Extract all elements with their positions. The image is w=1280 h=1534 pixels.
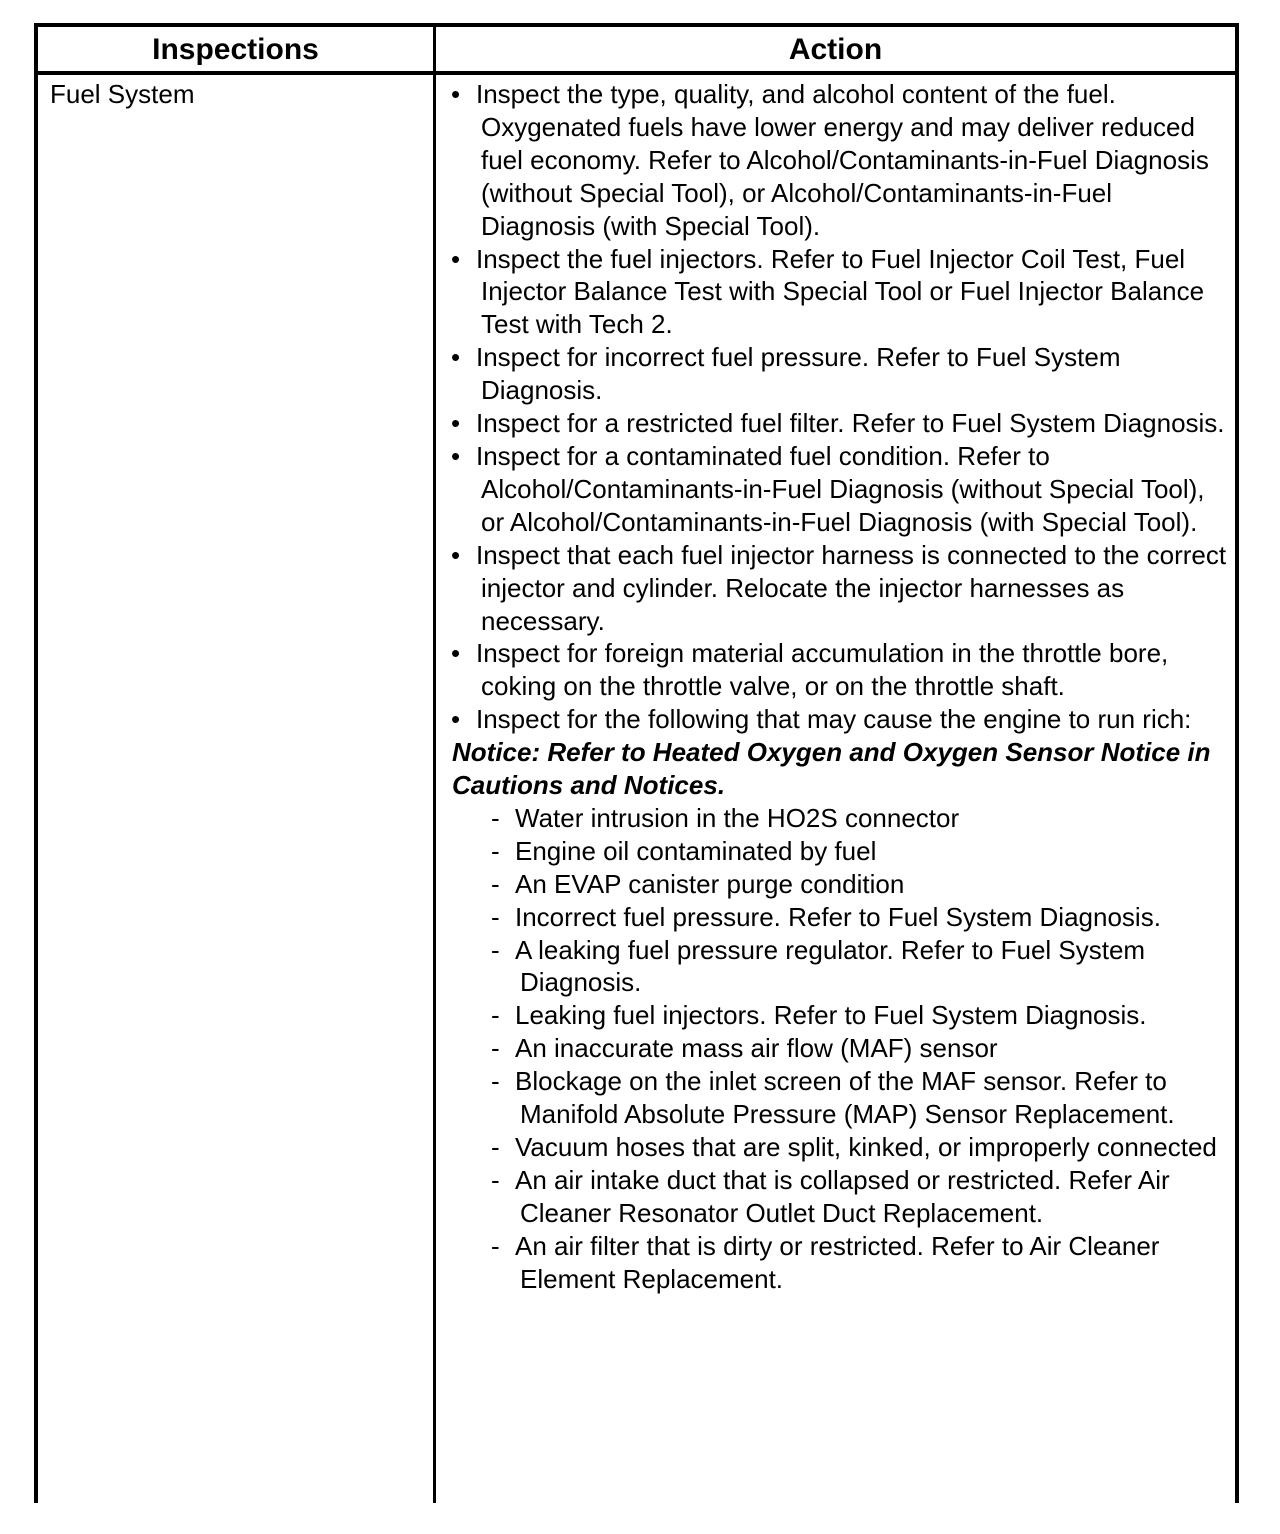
header-action: Action	[788, 33, 883, 66]
action-cell	[452, 78, 1232, 1296]
sub-item: - An air intake duct that is collapsed or restricted. Refer Air Cleaner Resonator Outlet Duct Replacement.	[452, 1164, 1232, 1230]
notice-text: Notice: Refer to Heated Oxygen and Oxygen Sensor Notice in Cautions and Notices.	[452, 737, 1211, 801]
sub-item: - Vacuum hoses that are split, kinked, or improperly connected	[452, 1131, 1232, 1164]
inspection-cell: Fuel System	[50, 79, 195, 109]
inspection-table	[34, 23, 1239, 1503]
table-top-border	[34, 23, 1239, 27]
sub-item: - Incorrect fuel pressure. Refer to Fuel System Diagnosis.	[452, 901, 1232, 934]
column-divider	[433, 23, 436, 1503]
action-item: • Inspect for foreign material accumulation in the throttle bore, coking on the throttle valve, or on the throttle shaft.	[452, 637, 1232, 703]
sub-item: - Leaking fuel injectors. Refer to Fuel System Diagnosis.	[452, 999, 1232, 1032]
action-item: • Inspect for incorrect fuel pressure. Refer to Fuel System Diagnosis.	[452, 341, 1232, 407]
action-item: • Inspect that each fuel injector harness is connected to the correct injector and cylinder. Relocate the injector harnesses as necessary.	[452, 539, 1232, 638]
sub-item: - An inaccurate mass air flow (MAF) sensor	[452, 1032, 1232, 1065]
action-item: • Inspect for a contaminated fuel condition. Refer to Alcohol/Contaminants-in-Fuel Diagnosis (without Special Tool), or Alcohol/Contaminants-in-Fuel Diagnosis (with Special Tool).	[452, 440, 1232, 539]
header-inspections: Inspections	[152, 33, 319, 66]
sub-item: - An air filter that is dirty or restricted. Refer to Air Cleaner Element Replacement.	[452, 1230, 1232, 1296]
table-right-border	[1235, 23, 1239, 1503]
action-item: • Inspect the type, quality, and alcohol content of the fuel. Oxygenated fuels have lower energy and may deliver reduced fuel economy. Refer to Alcohol/Contaminants-in-Fuel Diagnosis (without Special Tool), or Alcohol/Contaminants-in-Fuel Diagnosis (with Special Tool).	[452, 78, 1232, 243]
header-divider	[34, 71, 1239, 75]
action-item: • Inspect for the following that may cause the engine to run rich:	[452, 703, 1232, 736]
table-left-border	[34, 23, 38, 1503]
sub-item: - Engine oil contaminated by fuel	[452, 835, 1232, 868]
sub-item: - Water intrusion in the HO2S connector	[452, 802, 1232, 835]
action-item: • Inspect for a restricted fuel filter. Refer to Fuel System Diagnosis.	[452, 407, 1232, 440]
sub-item: - An EVAP canister purge condition	[452, 868, 1232, 901]
sub-item: - A leaking fuel pressure regulator. Refer to Fuel System Diagnosis.	[452, 934, 1232, 1000]
sub-item: - Blockage on the inlet screen of the MAF sensor. Refer to Manifold Absolute Pressure (MAP) Sensor Replacement.	[452, 1065, 1232, 1131]
action-item: • Inspect the fuel injectors. Refer to Fuel Injector Coil Test, Fuel Injector Balance Test with Special Tool or Fuel Injector Balance Test with Tech 2.	[452, 243, 1232, 342]
